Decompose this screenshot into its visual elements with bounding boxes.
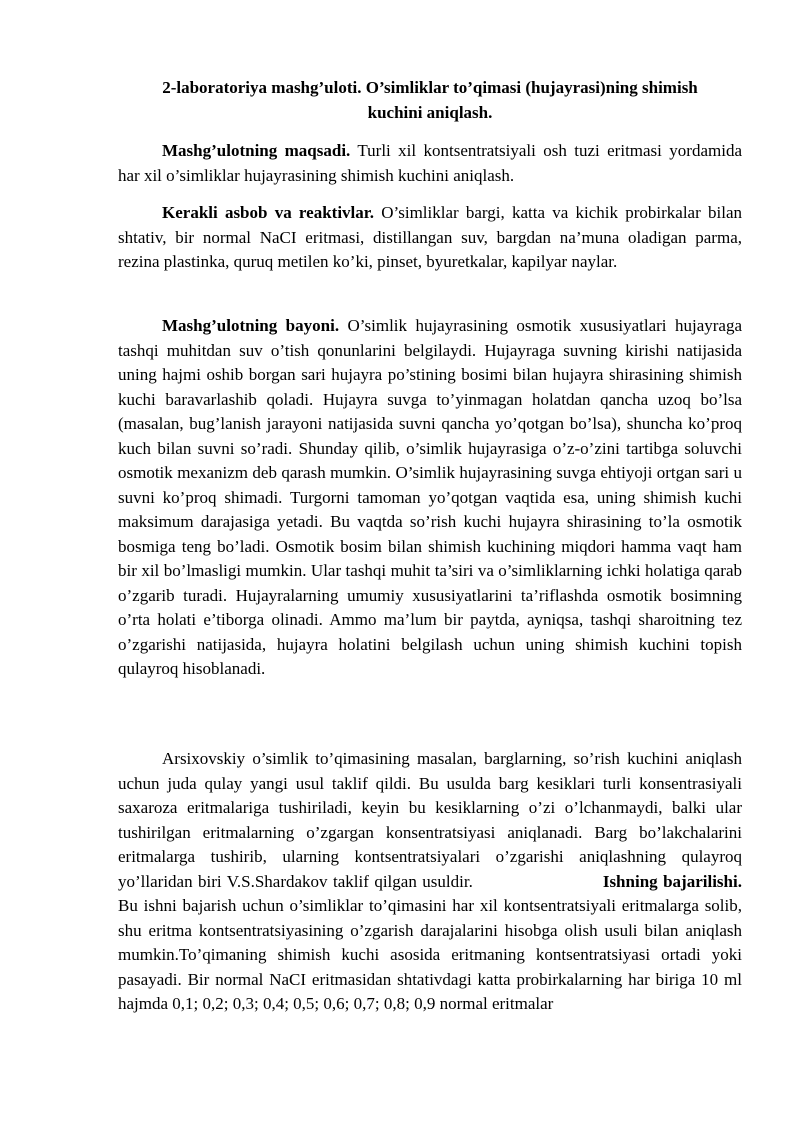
text-bajarilish: Bu ishni bajarish uchun o’simliklar to’qimasini har xil kontsentratsiyali eritmalarga solib, shu eritma kontsentratsiyasining o’zgarish darajalarini hisobga olish usuli bilan aniqlash mumkin.To’qimaning shimish kuchi asosida eritmaning kontsentratsiyasi ortadi yoki pasayadi. Bir normal NaCI eritmasidan shtativdagi katta probirkalarning har biriga 10 ml hajmda 0,1; 0,2; 0,3; 0,4; 0,5; 0,6; 0,7; 0,8; 0,9 normal eritmalar xyxy=(118,896,742,1013)
title-line-1: 2-laboratoriya mashg’uloti. O’simliklar to’qimasi (hujayrasi)ning shimish xyxy=(162,78,698,97)
page-title xyxy=(118,76,742,125)
paragraph-asbob xyxy=(118,201,742,275)
text-arsixovskiy: Arsixovskiy o’simlik to’qimasining masalan, barglarning, so’rish kuchini aniqlash uchun juda qulay yangi usul taklif qildi. Bu usulda barg kesiklari turli konsentrasiyali saxaroza eritmalariga tushiriladi, keyin bu kesiklarning o’zi o’lchanmaydi, balki ular tushirilgan eritmalarning o’zgargan konsentratsiyasi aniqlanadi. Barg bo’lakchalarini eritmalarga tushirib, ularning kontsentratsiyalari o’zgarishi aniqlashning qulayroq yo’llaridan biri V.S.Shardakov taklif qilgan usuldir. xyxy=(118,749,742,891)
text-asbob: O’simliklar bargi, katta va kichik probirkalar bilan shtativ, bir normal NaCI eritmasi, distillangan suv, bargdan na’muna oladigan parma, rezina plastinka, quruq metilen ko’ki, pinset, byuretkalar, kapilyar naylar. xyxy=(118,203,742,271)
paragraph-arsixovskiy xyxy=(118,747,742,1017)
paragraph-maqsad xyxy=(118,139,742,188)
heading-bayon: Mashg’ulotning bayoni. xyxy=(162,316,340,335)
heading-asbob: Kerakli asbob va reaktivlar. xyxy=(162,203,374,222)
text-maqsad: Turli xil kontsentratsiyali osh tuzi eritmasi yordamida har xil o’simliklar hujayrasining shimish kuchini aniqlash. xyxy=(118,141,742,185)
heading-bajarilish: Ishning bajarilishi. xyxy=(602,871,742,891)
text-bayon: O’simlik hujayrasining osmotik xususiyatlari hujayraga tashqi muhitdan suv o’tish qonunlarini belgilaydi. Hujayraga suvning kirishi natijasida uning hajmi oshib borgan sari hujayra po’stining bosimi bilan hujayra shirasining shimish kuchi baravarlashib qoladi. Hujayra suvga to’yinmagan holatdan qancha uzoq bo’lsa (masalan, bug’lanish jarayoni natijasida suvni qancha yo’qotgan bo’lsa), shuncha ko’proq kuch bilan suvni so’radi. Shunday qilib, o’simlik hujayrasiga o’z-o’zini tartibga soluvchi osmotik mexanizm deb qarash mumkin. O’simlik hujayrasining suvga ehtiyoji ortgan sari u suvni ko’proq shimadi. Turgorni tamoman yo’qotgan vaqtida esa, uning shimish kuchi maksimum darajasiga yetadi. Bu vaqtda so’rish kuchi hujayra shirasining to’la osmotik bosmiga teng bo’ladi. Osmotik bosim bilan shimish kuchining miqdori hamma vaqt ham bir xil bo’lmasligi mumkin. Ular tashqi muhit ta’siri va o’simliklarning ichki holatiga qarab o’zgarib turadi. Hujayralarning umumiy xususiyatlarini ta’riflashda osmotik bosimning o’rta holati e’tiborga olinadi. Ammo ma’lum bir paytda, ayniqsa, tashqi sharoitning tez o’zgarishi natijasida, hujayra holatini belgilash uchun uning shimish kuchini topish qulayroq hisoblanadi. xyxy=(118,316,742,678)
title-line-2: kuchini aniqlash. xyxy=(367,102,493,122)
paragraph-bayon xyxy=(118,314,742,682)
heading-maqsad: Mashg’ulotning maqsadi. xyxy=(162,141,351,160)
